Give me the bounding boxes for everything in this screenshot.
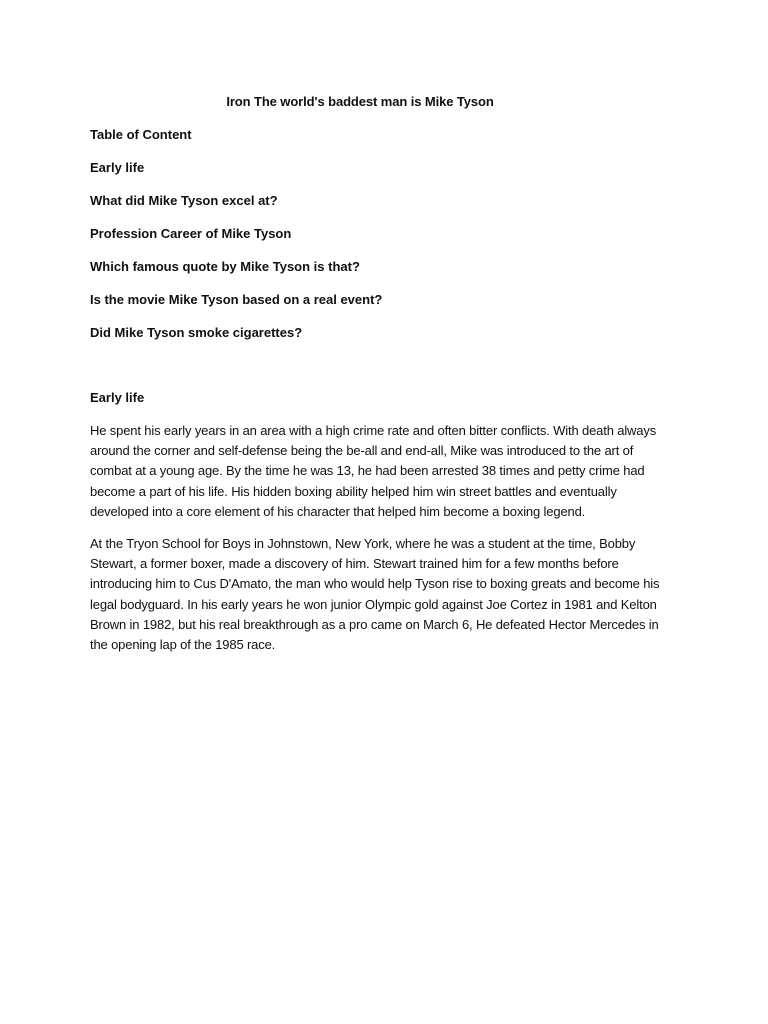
paragraph: At the Tryon School for Boys in Johnstown, New York, where he was a student at the time, Bobby Stewart, a former boxer, made a discovery of him. Stewart trained him for a few months before introducing him to Cus D'Amato, the man who would help Tyson rise to boxing greats and become his legal bodyguard. In his early years he won junior Olympic gold against Joe Cortez in 1981 and Kelton Brown in 1982, but his real breakthrough as a pro came on March 6, He defeated Hector Mercedes in the opening lap of the 1985 race. bbox=[90, 536, 660, 653]
toc-item-quote: Which famous quote by Mike Tyson is that? bbox=[90, 259, 360, 274]
toc-item-cigarettes: Did Mike Tyson smoke cigarettes? bbox=[90, 325, 303, 340]
toc-item-early-life: Early life bbox=[90, 160, 145, 175]
table-of-contents bbox=[90, 127, 690, 358]
document-title: Iron The world's baddest man is Mike Tyson bbox=[226, 94, 494, 109]
toc-item-career: Profession Career of Mike Tyson bbox=[90, 226, 292, 241]
toc-item-movie: Is the movie Mike Tyson based on a real event? bbox=[90, 292, 383, 307]
section-heading-early-life: Early life bbox=[90, 390, 145, 405]
paragraph: He spent his early years in an area with a high crime rate and often bitter conflicts. With death always around the corner and self-defense being the be-all and end-all, Mike was introduced to the art of combat at a young age. By the time he was 13, he had been arrested 38 times and petty crime had become a part of his life. His hidden boxing ability helped him win street battles and eventually developed into a core element of his character that helped him become a boxing legend. bbox=[90, 423, 657, 519]
toc-item-excel: What did Mike Tyson excel at? bbox=[90, 193, 278, 208]
toc-heading: Table of Content bbox=[90, 127, 192, 142]
